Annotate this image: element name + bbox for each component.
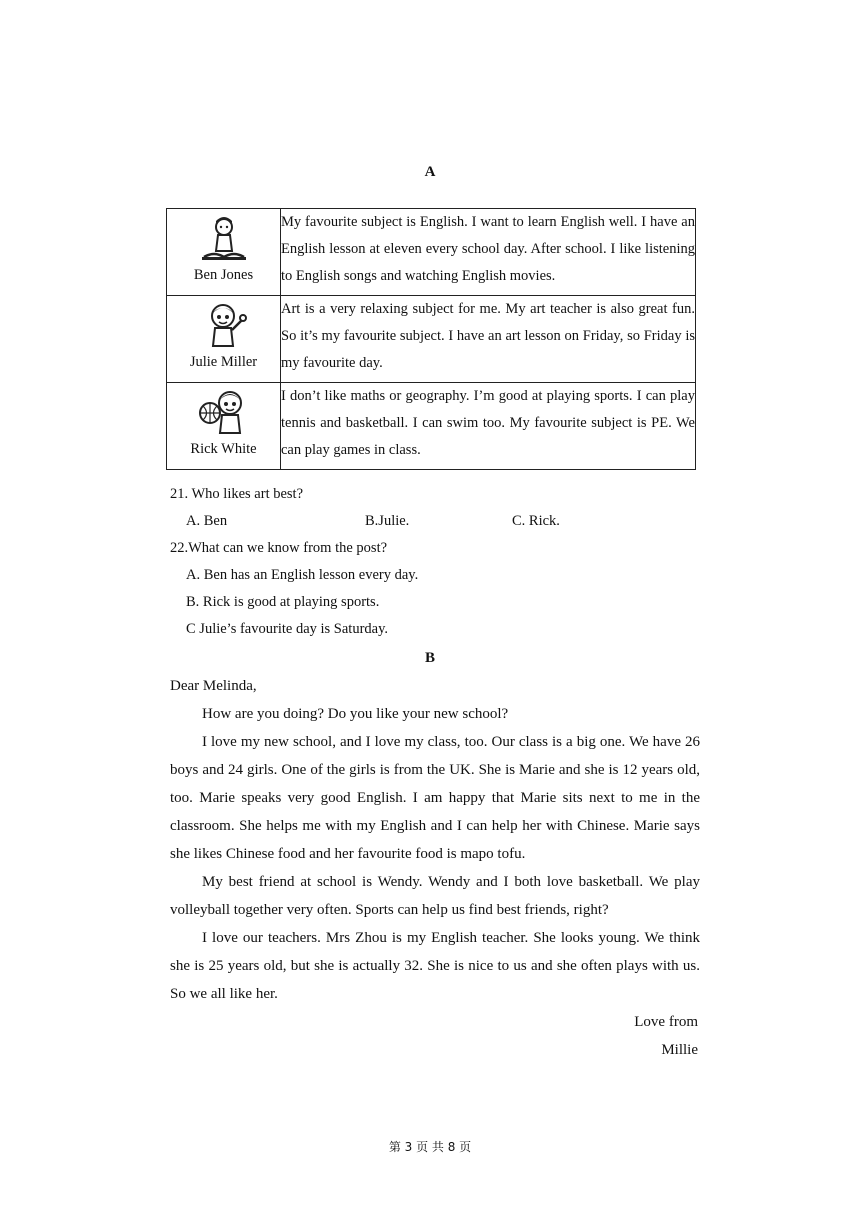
person-text: I don’t like maths or geography. I’m good at playing sports. I can play tennis and basketball. I can swim too. My favourite subject is PE. We can play games in class. — [281, 383, 696, 470]
person-cell — [167, 383, 281, 470]
letter-signature: Millie — [661, 1042, 698, 1058]
boy-basketball-icon — [196, 387, 252, 441]
table-row — [167, 383, 696, 470]
girl-waving-icon — [196, 300, 252, 354]
letter-paragraph: My best friend at school is Wendy. Wendy and I both love basketball. We play volleyball together very often. Sports can help us find best friends, right? — [170, 874, 700, 918]
person-cell — [167, 296, 281, 383]
table-row — [167, 209, 696, 296]
q21-option-b: B.Julie. — [365, 513, 410, 529]
question-21: 21. Who likes art best? — [170, 486, 304, 502]
q22-option-b: B. Rick is good at playing sports. — [186, 594, 380, 610]
q22-option-a: A. Ben has an English lesson every day. — [186, 567, 419, 583]
table-row — [167, 296, 696, 383]
person-name: Rick White — [190, 441, 257, 457]
people-table — [166, 208, 696, 470]
person-text: My favourite subject is English. I want to learn English well. I have an English lesson at eleven every school day. After school. I like listening to English songs and watching English movies. — [281, 209, 696, 296]
person-name: Julie Miller — [189, 354, 258, 370]
person-cell — [167, 209, 281, 296]
question-22: 22.What can we know from the post? — [170, 540, 388, 556]
person-name: Ben Jones — [193, 267, 254, 283]
section-b-label: B — [424, 650, 435, 666]
q21-option-a: A. Ben — [186, 513, 228, 529]
q22-option-c: C Julie’s favourite day is Saturday. — [186, 621, 389, 637]
letter-paragraph: How are you doing? Do you like your new school? — [202, 706, 509, 722]
letter-paragraph: I love my new school, and I love my class, too. Our class is a big one. We have 26 boys and 24 girls. One of the girls is from the UK. She is Marie and she is 12 years old, too. Marie speaks very good English. I am happy that Marie sits next to me in the classroom. She helps me with my English and I can help her with Chinese. Marie says she likes Chinese food and her favourite food is mapo tofu. — [170, 734, 700, 862]
person-text: Art is a very relaxing subject for me. My art teacher is also great fun. So it’s my favourite subject. I have an art lesson on Friday, so Friday is my favourite day. — [281, 296, 696, 383]
boy-reading-icon — [196, 213, 252, 267]
letter-closing: Love from — [634, 1014, 698, 1030]
section-a-label: A — [424, 164, 436, 180]
letter-body — [170, 672, 700, 1008]
q21-option-c: C. Rick. — [512, 513, 560, 529]
letter-salutation: Dear Melinda, — [170, 678, 257, 694]
letter-paragraph: I love our teachers. Mrs Zhou is my English teacher. She looks young. We think she is 25 years old, but she is actually 32. She is nice to us and she often plays with us. So we all like her. — [170, 930, 700, 1002]
page-footer: 第 3 页 共 8 页 — [388, 1140, 472, 1154]
